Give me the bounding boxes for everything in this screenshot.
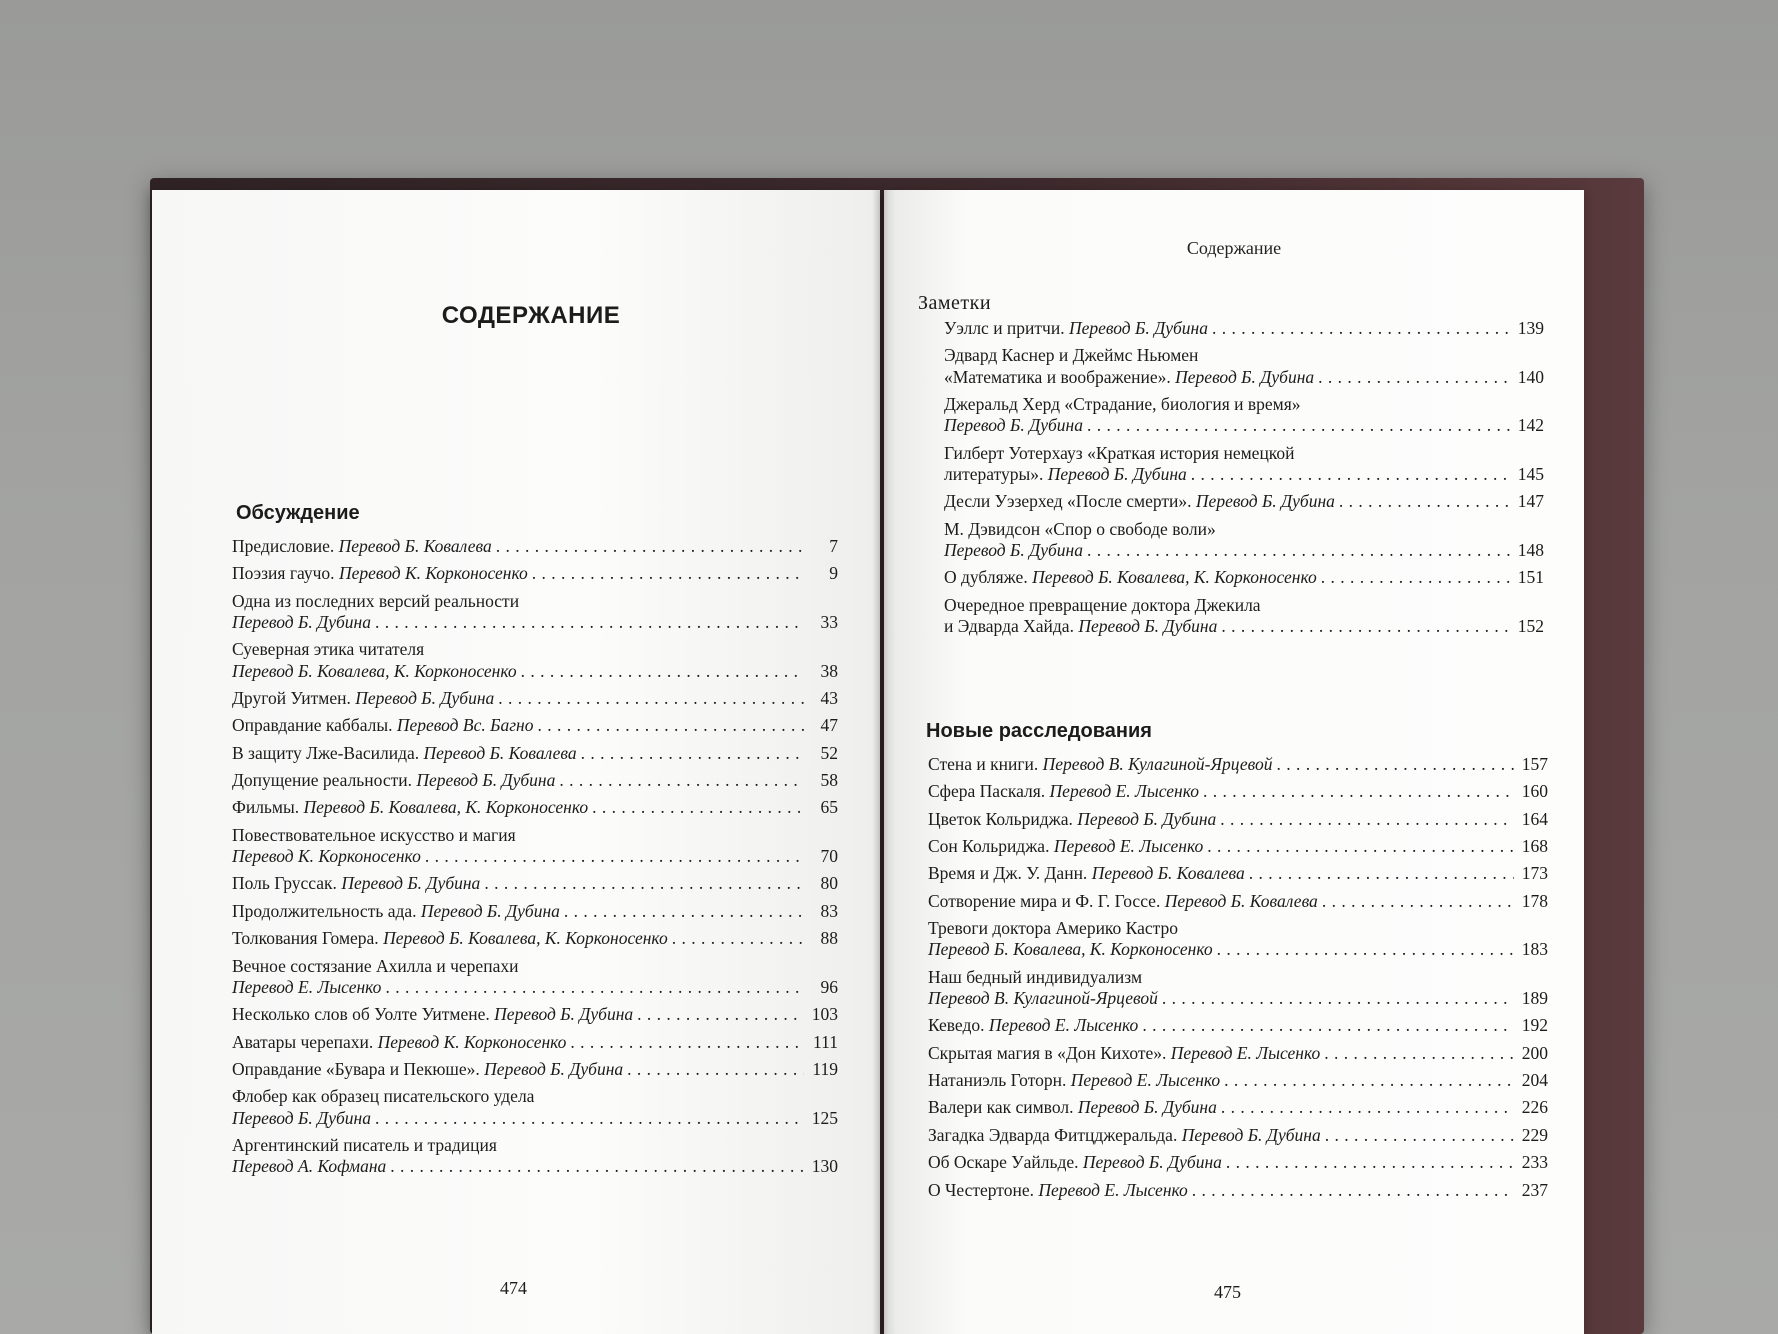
section-title-new-inquiries: Новые расследования [926, 720, 1152, 742]
entry-translator: Перевод Б. Ковалева [1164, 890, 1318, 911]
toc-entry [928, 918, 1548, 961]
entry-page-number: 178 [1521, 890, 1548, 911]
entry-translator: Перевод А. Кофмана [232, 1156, 387, 1177]
entry-title: Одна из последних версий реальности [232, 590, 520, 611]
toc-entry [232, 1004, 838, 1025]
toc-entry [232, 536, 838, 557]
entry-title: Флобер как образец писательского удела [232, 1086, 535, 1107]
entry-page-number: 9 [829, 563, 838, 584]
toc-entry-line [232, 873, 838, 894]
page-number-right: 475 [1214, 1282, 1241, 1302]
toc-entry [928, 836, 1548, 857]
entry-translator: Перевод Б. Дубина [1068, 318, 1208, 338]
entry-title: литературы». Перевод Б. Дубина [944, 464, 1187, 485]
dot-leader [1324, 1043, 1514, 1064]
toc-entry-line [928, 918, 1548, 939]
toc-entry-line [944, 367, 1544, 388]
toc-entry-line [944, 616, 1544, 637]
entry-title: Вечное состязание Ахилла и черепахи [232, 955, 519, 976]
entry-page-number: 130 [811, 1156, 838, 1177]
toc-entry-line [928, 781, 1548, 802]
toc-entry [944, 519, 1544, 562]
toc-entry [232, 591, 838, 634]
dot-leader [1212, 318, 1510, 339]
page-title: СОДЕРЖАНИЕ [441, 302, 621, 329]
entry-page-number: 80 [820, 873, 838, 894]
toc-entry-line [928, 967, 1548, 988]
dot-leader [1277, 754, 1514, 775]
toc-entry-line [232, 639, 838, 660]
entry-title: Кеведо. Перевод Е. Лысенко [928, 1015, 1139, 1036]
running-head: Содержание [1186, 238, 1282, 258]
entry-translator: Перевод Б. Дубина [416, 770, 556, 791]
entry-title: В защиту Лже-Василида. Перевод Б. Ковалева [232, 742, 577, 763]
toc-entry-line [928, 836, 1548, 857]
entry-title: Предисловие. Перевод Б. Ковалева [232, 536, 492, 556]
toc-entry-line [232, 825, 838, 846]
dot-leader [1322, 891, 1514, 912]
dot-leader [1318, 367, 1510, 388]
entry-translator: Перевод Б. Дубина [232, 612, 371, 633]
entry-translator: Перевод Б. Дубина [420, 900, 560, 921]
toc-entry [928, 891, 1548, 912]
dot-leader [1224, 1070, 1514, 1091]
toc-entry [232, 1135, 838, 1178]
entry-title: Фильмы. Перевод Б. Ковалева, К. Корконосенко [232, 797, 589, 818]
entry-title [232, 661, 517, 682]
entry-page-number: 58 [820, 770, 838, 791]
entry-title [944, 540, 1083, 561]
entry-title: Оправдание каббалы. Перевод Вс. Багно [232, 715, 534, 736]
entry-translator: Перевод Е. Лысенко [988, 1015, 1139, 1036]
entry-page-number: 173 [1521, 863, 1548, 884]
toc-entry [232, 928, 838, 949]
toc-entry-line [232, 715, 838, 736]
entry-title [232, 612, 371, 633]
toc-entry [944, 595, 1544, 638]
entry-title: Суеверная этика читателя [232, 639, 425, 660]
page-number-left: 474 [500, 1278, 527, 1298]
dot-leader [570, 1032, 804, 1053]
entry-translator: Перевод Б. Дубина [1082, 1152, 1222, 1173]
entry-translator: Перевод Е. Лысенко [232, 976, 382, 997]
entry-title: и Эдварда Хайда. Перевод Б. Дубина [944, 616, 1218, 637]
entry-page-number: 189 [1521, 988, 1548, 1009]
entry-title: Очередное превращение доктора Джекила [944, 594, 1261, 615]
toc-entry-line [232, 901, 838, 922]
dot-leader [496, 536, 804, 557]
entry-translator: Перевод К. Корконосенко [338, 563, 528, 584]
dot-leader [1249, 863, 1514, 884]
entry-title: Поль Груссак. Перевод Б. Дубина [232, 873, 481, 894]
toc-entry [928, 1070, 1548, 1091]
entry-page-number: 7 [829, 536, 838, 556]
entry-translator: Перевод В. Кулагиной-Ярцевой [928, 988, 1158, 1009]
toc-entry [928, 1015, 1548, 1036]
toc-list-new-inquiries [928, 754, 1548, 1207]
entry-page-number: 237 [1521, 1179, 1548, 1200]
entry-translator: Перевод Б. Ковалева [1091, 863, 1245, 884]
toc-entry [944, 491, 1544, 512]
entry-page-number: 192 [1521, 1015, 1548, 1036]
entry-title: Джеральд Херд «Страдание, биология и время» [944, 394, 1301, 415]
dot-leader [1321, 567, 1510, 588]
entry-translator: Перевод Б. Дубина [494, 1004, 634, 1025]
entry-page-number: 119 [812, 1058, 838, 1079]
entry-title: Тревоги доктора Америко Кастро [928, 918, 1179, 939]
entry-title: Сотворение мира и Ф. Г. Госсе. Перевод Б. Ковалева [928, 890, 1318, 911]
entry-title: Десли Уэзерхед «После смерти». Перевод Б. Дубина [944, 491, 1335, 512]
entry-translator: Перевод Б. Дубина [1047, 464, 1187, 485]
toc-entry [928, 809, 1548, 830]
entry-title: Скрытая магия в «Дон Кихоте». Перевод Е. Лысенко [928, 1042, 1321, 1063]
entry-translator: Перевод Вс. Багно [396, 715, 534, 736]
toc-entry [928, 754, 1548, 775]
toc-entry-line [928, 939, 1548, 960]
toc-entry [232, 688, 838, 709]
entry-translator: Перевод Е. Лысенко [1170, 1042, 1321, 1063]
toc-entry [232, 901, 838, 922]
section-title-discussion: Обсуждение [236, 502, 360, 524]
toc-entry [928, 1125, 1548, 1146]
entry-title: Поэзия гаучо. Перевод К. Корконосенко [232, 563, 528, 584]
entry-title: Оправдание «Бувара и Пекюше». Перевод Б. Дубина [232, 1058, 624, 1079]
entry-page-number: 151 [1517, 567, 1544, 588]
toc-entry-line [928, 891, 1548, 912]
entry-translator: Перевод Е. Лысенко [1049, 781, 1199, 802]
entry-title: «Математика и воображение». Перевод Б. Дубина [944, 366, 1315, 387]
toc-entry-line [232, 977, 838, 998]
entry-title [944, 415, 1083, 436]
toc-entry-line [232, 1032, 838, 1053]
entry-translator: Перевод Б. Дубина [1175, 366, 1315, 387]
dot-leader [1220, 809, 1514, 830]
toc-entry-line [232, 1059, 838, 1080]
toc-entry [928, 863, 1548, 884]
toc-entry [232, 797, 838, 818]
entry-translator: Перевод Б. Дубина [341, 873, 481, 894]
entry-page-number: 164 [1521, 808, 1548, 829]
dot-leader [521, 661, 804, 682]
entry-page-number: 47 [820, 715, 838, 736]
entry-page-number: 157 [1521, 754, 1548, 774]
entry-translator: Перевод Б. Дубина [944, 540, 1083, 561]
toc-entry-line [232, 536, 838, 557]
dot-leader [532, 563, 804, 584]
entry-title: Стена и книги. Перевод В. Кулагиной-Ярцевой [928, 754, 1273, 774]
entry-title: Об Оскаре Уайльде. Перевод Б. Дубина [928, 1152, 1222, 1173]
dot-leader [1221, 1097, 1514, 1118]
toc-entry-line [232, 661, 838, 682]
entry-page-number: 233 [1521, 1152, 1548, 1173]
toc-entry-line [928, 754, 1548, 775]
entry-title: Сфера Паскаля. Перевод Е. Лысенко [928, 781, 1199, 802]
entry-title [928, 939, 1213, 960]
entry-page-number: 52 [820, 742, 838, 763]
toc-entry-line [232, 591, 838, 612]
entry-translator: Перевод Б. Ковалева, К. Корконосенко [303, 797, 589, 818]
toc-entry-line [928, 1180, 1548, 1201]
toc-entry-line [928, 863, 1548, 884]
entry-translator: Перевод Б. Ковалева, К. Корконосенко [232, 660, 517, 681]
toc-entry [232, 1086, 838, 1129]
entry-translator: Перевод Б. Ковалева, К. Корконосенко [928, 939, 1213, 960]
toc-entry-line [944, 318, 1544, 339]
toc-entry-line [944, 491, 1544, 512]
toc-entry-line [928, 1043, 1548, 1064]
section-title-notes: Заметки [918, 292, 992, 314]
dot-leader [1339, 491, 1510, 512]
dot-leader [1217, 939, 1514, 960]
toc-entry-line [944, 464, 1544, 485]
dot-leader [498, 688, 804, 709]
toc-entry-line [928, 1097, 1548, 1118]
entry-translator: Перевод К. Корконосенко [232, 846, 421, 867]
entry-title [232, 1156, 386, 1177]
entry-title: Толкования Гомера. Перевод Б. Ковалева, К. Корконосенко [232, 928, 668, 949]
toc-entry-line [944, 415, 1544, 436]
toc-entry-line [232, 797, 838, 818]
entry-page-number: 200 [1521, 1042, 1548, 1063]
dot-leader [425, 846, 804, 867]
entry-title: Уэллс и притчи. Перевод Б. Дубина [944, 318, 1208, 338]
entry-translator: Перевод Б. Дубина [1195, 491, 1335, 512]
entry-title: Повествовательное искусство и магия [232, 824, 516, 845]
entry-page-number: 168 [1521, 836, 1548, 857]
toc-entry-line [928, 809, 1548, 830]
entry-title: Загадка Эдварда Фитцджеральда. Перевод Б. Дубина [928, 1124, 1321, 1145]
toc-entry [928, 1043, 1548, 1064]
entry-page-number: 148 [1517, 540, 1544, 561]
toc-entry-line [928, 1070, 1548, 1091]
entry-translator: Перевод Б. Дубина [1078, 616, 1218, 637]
toc-entry [928, 781, 1548, 802]
entry-title: Допущение реальности. Перевод Б. Дубина [232, 770, 556, 791]
toc-entry [232, 873, 838, 894]
toc-entry [944, 394, 1544, 437]
toc-entry-line [928, 988, 1548, 1009]
toc-entry [232, 639, 838, 682]
entry-page-number: 142 [1517, 415, 1544, 436]
toc-entry [232, 1059, 838, 1080]
entry-page-number: 140 [1517, 366, 1544, 387]
entry-translator: Перевод Б. Дубина [355, 688, 495, 709]
entry-title [232, 846, 421, 867]
entry-translator: Перевод Б. Дубина [232, 1107, 371, 1128]
entry-title [232, 977, 381, 998]
dot-leader [1221, 616, 1510, 637]
entry-title: О дубляже. Перевод Б. Ковалева, К. Корконосенко [944, 567, 1317, 588]
dot-leader [484, 873, 804, 894]
entry-title: Наш бедный индивидуализм [928, 966, 1143, 987]
toc-entry [928, 1152, 1548, 1173]
toc-entry-line [928, 1125, 1548, 1146]
toc-entry-line [928, 1015, 1548, 1036]
left-page [152, 190, 880, 1334]
entry-title: Время и Дж. У. Данн. Перевод Б. Ковалева [928, 863, 1245, 884]
dot-leader [1142, 1015, 1514, 1036]
entry-page-number: 70 [820, 846, 838, 867]
entry-page-number: 147 [1517, 491, 1544, 512]
toc-entry-line [232, 563, 838, 584]
toc-entry [944, 345, 1544, 388]
entry-page-number: 183 [1521, 939, 1548, 960]
toc-entry-line [232, 1086, 838, 1107]
toc-entry [232, 715, 838, 736]
entry-page-number: 160 [1521, 781, 1548, 802]
toc-entry [944, 318, 1544, 339]
entry-translator: Перевод Б. Ковалева [338, 536, 492, 556]
entry-page-number: 65 [820, 797, 838, 818]
entry-page-number: 96 [820, 976, 838, 997]
entry-page-number: 152 [1517, 616, 1544, 637]
toc-entry-line [944, 443, 1544, 464]
dot-leader [1087, 415, 1510, 436]
toc-entry [232, 770, 838, 791]
dot-leader [1192, 1180, 1514, 1201]
toc-entry-line [232, 1156, 838, 1177]
toc-entry [928, 1097, 1548, 1118]
toc-entry-line [944, 567, 1544, 588]
dot-leader [592, 797, 804, 818]
toc-entry-line [232, 846, 838, 867]
toc-entry-line [944, 394, 1544, 415]
dot-leader [627, 1059, 804, 1080]
toc-entry-line [232, 1135, 838, 1156]
entry-page-number: 33 [820, 612, 838, 633]
entry-translator: Перевод Б. Ковалева [423, 742, 577, 763]
dot-leader [537, 715, 804, 736]
toc-entry-line [232, 612, 838, 633]
toc-list-discussion [232, 536, 838, 1184]
entry-page-number: 139 [1517, 318, 1544, 338]
dot-leader [1162, 988, 1514, 1009]
entry-page-number: 229 [1521, 1124, 1548, 1145]
toc-entry-line [944, 519, 1544, 540]
entry-title: Эдвард Каснер и Джеймс Ньюмен [944, 345, 1199, 366]
dot-leader [1203, 781, 1514, 802]
entry-page-number: 111 [813, 1031, 838, 1052]
toc-entry-line [232, 956, 838, 977]
right-page [884, 190, 1584, 1334]
entry-title: М. Дэвидсон «Спор о свободе воли» [944, 518, 1216, 539]
toc-entry [928, 1180, 1548, 1201]
toc-list-notes [944, 318, 1544, 643]
entry-translator: Перевод В. Кулагиной-Ярцевой [1042, 754, 1273, 774]
entry-title: Аватары черепахи. Перевод К. Корконосенко [232, 1031, 567, 1052]
entry-page-number: 103 [811, 1004, 838, 1025]
entry-title: Валери как символ. Перевод Б. Дубина [928, 1097, 1217, 1118]
entry-page-number: 145 [1517, 464, 1544, 485]
entry-title: Сон Кольриджа. Перевод Е. Лысенко [928, 836, 1204, 857]
toc-entry [232, 563, 838, 584]
toc-entry [232, 1032, 838, 1053]
toc-entry-line [232, 1108, 838, 1129]
toc-entry [928, 967, 1548, 1010]
entry-translator: Перевод Е. Лысенко [1070, 1070, 1221, 1091]
dot-leader [1191, 464, 1510, 485]
entry-page-number: 204 [1521, 1070, 1548, 1091]
toc-entry-line [232, 743, 838, 764]
entry-title: Продолжительность ада. Перевод Б. Дубина [232, 900, 560, 921]
book-gutter [872, 190, 896, 1334]
entry-page-number: 83 [820, 900, 838, 921]
entry-translator: Перевод Б. Ковалева, К. Корконосенко [1032, 567, 1317, 588]
toc-entry-line [232, 770, 838, 791]
entry-title: Аргентинский писатель и традиция [232, 1134, 497, 1155]
toc-entry-line [232, 1004, 838, 1025]
entry-translator: Перевод Б. Дубина [1077, 1097, 1217, 1118]
toc-entry-line [232, 688, 838, 709]
entry-title: Другой Уитмен. Перевод Б. Дубина [232, 688, 495, 709]
entry-page-number: 226 [1521, 1097, 1548, 1118]
toc-entry-line [232, 928, 838, 949]
entry-translator: Перевод Е. Лысенко [1038, 1179, 1188, 1200]
toc-entry [944, 443, 1544, 486]
dot-leader [385, 977, 804, 998]
toc-entry-line [928, 1152, 1548, 1173]
dot-leader [1207, 836, 1514, 857]
dot-leader [1226, 1152, 1514, 1173]
dot-leader [564, 901, 804, 922]
entry-title: Гилберт Уотерхауз «Краткая история немецкой [944, 442, 1295, 463]
dot-leader [1087, 540, 1510, 561]
entry-title: Несколько слов об Уолте Уитмене. Перевод Б. Дубина [232, 1004, 634, 1025]
entry-page-number: 38 [820, 660, 838, 681]
dot-leader [559, 770, 804, 791]
dot-leader [581, 743, 804, 764]
dot-leader [375, 1108, 804, 1129]
entry-title: Цветок Кольриджа. Перевод Б. Дубина [928, 808, 1217, 829]
entry-translator: Перевод Б. Дубина [1181, 1124, 1321, 1145]
toc-entry [232, 743, 838, 764]
dot-leader [375, 612, 804, 633]
dot-leader [672, 928, 804, 949]
entry-title [928, 988, 1158, 1009]
entry-page-number: 43 [820, 688, 838, 709]
toc-entry-line [944, 595, 1544, 616]
entry-translator: Перевод Б. Дубина [944, 415, 1083, 436]
toc-entry [232, 956, 838, 999]
toc-entry [232, 825, 838, 868]
entry-translator: Перевод Б. Ковалева, К. Корконосенко [383, 928, 668, 949]
entry-page-number: 125 [811, 1107, 838, 1128]
entry-page-number: 88 [820, 928, 838, 949]
dot-leader [390, 1156, 804, 1177]
dot-leader [1325, 1125, 1514, 1146]
entry-translator: Перевод Б. Дубина [1077, 808, 1217, 829]
entry-title: О Честертоне. Перевод Е. Лысенко [928, 1179, 1188, 1200]
entry-translator: Перевод Е. Лысенко [1053, 836, 1204, 857]
toc-entry-line [944, 345, 1544, 366]
toc-entry-line [944, 540, 1544, 561]
entry-title [232, 1108, 371, 1129]
entry-title: Натаниэль Готорн. Перевод Е. Лысенко [928, 1070, 1221, 1091]
dot-leader [637, 1004, 804, 1025]
toc-entry [944, 567, 1544, 588]
entry-translator: Перевод Б. Дубина [484, 1058, 624, 1079]
entry-translator: Перевод К. Корконосенко [377, 1031, 567, 1052]
